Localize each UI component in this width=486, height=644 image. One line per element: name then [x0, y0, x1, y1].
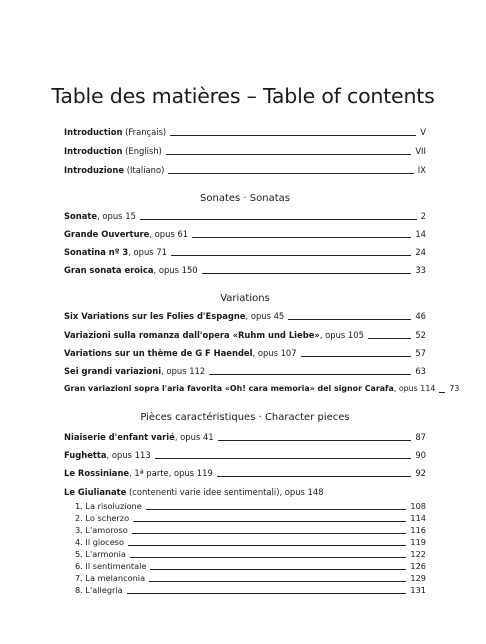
entry-detail: (Italiano)	[124, 165, 165, 175]
page-number: 108	[410, 501, 426, 511]
entry-detail: , opus 112	[161, 366, 206, 376]
entry-title: 8. L'allegria	[75, 585, 123, 595]
toc-entry	[64, 310, 426, 322]
toc-subentry	[75, 512, 426, 524]
leader-line	[439, 392, 445, 393]
entry-title: Introduzione	[64, 165, 125, 175]
toc-entry	[64, 246, 426, 258]
leader-line	[217, 476, 412, 477]
entry-title: 3. L'amoroso	[75, 525, 128, 535]
leader-line	[202, 273, 412, 274]
toc-group-title	[64, 486, 324, 498]
leader-line	[140, 219, 417, 220]
entry-title: Introduction	[64, 146, 123, 156]
entry-title: 7. La melanconia	[75, 573, 146, 583]
page-number: 122	[410, 549, 426, 559]
entry-title: Sei grandi variazioni	[64, 366, 162, 376]
page-number: 116	[410, 525, 426, 535]
entry-title: 6. Il sentimentale	[75, 561, 147, 571]
toc-entry	[64, 347, 426, 359]
entry-title: 5. L'armonia	[75, 549, 126, 559]
leader-line	[168, 173, 413, 174]
entry-detail: , 1ª parte, opus 119	[129, 468, 213, 478]
page-number: VII	[415, 146, 426, 156]
page-number: 92	[415, 468, 426, 478]
page-number: 63	[415, 366, 426, 376]
leader-line	[166, 154, 411, 155]
leader-line	[132, 533, 407, 534]
toc-subentry	[75, 572, 426, 584]
toc-entry	[64, 449, 426, 461]
page-number: 114	[410, 513, 426, 523]
toc-entry	[64, 467, 426, 479]
leader-line	[171, 255, 411, 256]
entry-detail: , opus 114	[393, 384, 436, 393]
toc-subentry	[75, 536, 426, 548]
section-heading: Pièces caractéristiques · Character pieces	[140, 412, 350, 423]
entry-detail: , opus 45	[245, 311, 285, 321]
toc-subentry	[75, 560, 426, 572]
toc-subentry	[75, 584, 426, 596]
page-number: 33	[415, 265, 426, 275]
entry-title: 4. Il gioceso	[75, 537, 125, 547]
page-number: 90	[415, 450, 426, 460]
page-number: IX	[417, 165, 426, 175]
entry-detail: , opus 150	[153, 265, 198, 275]
leader-line	[192, 237, 411, 238]
leader-line	[288, 319, 411, 320]
page-number: 46	[415, 311, 426, 321]
page-number: 126	[410, 561, 426, 571]
page-number: V	[420, 127, 426, 137]
entry-title: Sonate	[64, 211, 98, 221]
toc-entry	[64, 210, 426, 222]
entry-title: Gran sonata eroica	[64, 265, 154, 275]
leader-line	[127, 593, 407, 594]
leader-line	[146, 509, 407, 510]
toc-entry	[64, 264, 426, 276]
page-number: 87	[415, 432, 426, 442]
toc-entry	[64, 329, 426, 341]
entry-title: Niaiserie d'enfant varié	[64, 432, 175, 442]
toc-entry	[64, 126, 426, 138]
toc-entry	[64, 383, 460, 395]
toc-entry	[64, 431, 426, 443]
toc-entry	[64, 228, 426, 240]
entry-title: Le Rossiniane	[64, 468, 130, 478]
entry-title: 1. La risoluzione	[75, 501, 142, 511]
page-number: 119	[410, 537, 426, 547]
leader-line	[130, 557, 406, 558]
leader-line	[368, 338, 411, 339]
leader-line	[133, 521, 406, 522]
entry-detail: , opus 113	[106, 450, 151, 460]
leader-line	[155, 458, 412, 459]
entry-detail: , opus 105	[319, 330, 364, 340]
page-number: 131	[410, 585, 426, 595]
entry-detail: , opus 107	[252, 348, 297, 358]
toc-subentry	[75, 548, 426, 560]
entry-title: Introduction	[64, 127, 123, 137]
entry-detail: (contenenti varie idee sentimentali), opus 148	[126, 487, 324, 497]
entry-detail: , opus 41	[174, 432, 214, 442]
entry-title: Le Giulianate	[64, 487, 127, 497]
page-number: 57	[415, 348, 426, 358]
entry-detail: , opus 71	[128, 247, 167, 257]
leader-line	[209, 374, 411, 375]
entry-detail: (Français)	[122, 127, 167, 137]
toc-subentry	[75, 524, 426, 536]
page-number: 73	[449, 384, 460, 393]
entry-title: Grande Ouverture	[64, 229, 150, 239]
entry-detail: (English)	[122, 146, 162, 156]
leader-line	[149, 581, 406, 582]
page-number: 129	[410, 573, 426, 583]
page-number: 52	[415, 330, 426, 340]
leader-line	[301, 356, 412, 357]
entry-title: 2. Lo scherzo	[75, 513, 130, 523]
entry-title: Gran variazioni sopra l'aria favorita «Oh! cara memoria» del signor Carafa	[64, 384, 394, 393]
toc-entry	[64, 145, 426, 157]
section-heading: Variations	[220, 293, 270, 304]
toc-entry	[64, 164, 426, 176]
leader-line	[128, 545, 406, 546]
leader-line	[170, 135, 416, 136]
page-number: 24	[415, 247, 426, 257]
section-heading: Sonates · Sonatas	[200, 193, 290, 204]
entry-title: Variations sur un thème de G F Haendel	[64, 348, 253, 358]
entry-detail: , opus 61	[149, 229, 189, 239]
page-title: Table des matières – Table of contents	[51, 83, 435, 108]
entry-title: Fughetta	[64, 450, 107, 460]
leader-line	[150, 569, 406, 570]
leader-line	[218, 440, 412, 441]
entry-title: Six Variations sur les Folies d'Espagne	[64, 311, 246, 321]
toc-entry	[64, 365, 426, 377]
entry-detail: , opus 15	[97, 211, 136, 221]
toc-subentry	[75, 500, 426, 512]
entry-title: Sonatina nº 3	[64, 247, 129, 257]
page-number: 14	[415, 229, 426, 239]
entry-title: Variazioni sulla romanza dall'opera «Ruhm und Liebe»	[64, 330, 320, 340]
page-number: 2	[420, 211, 426, 221]
